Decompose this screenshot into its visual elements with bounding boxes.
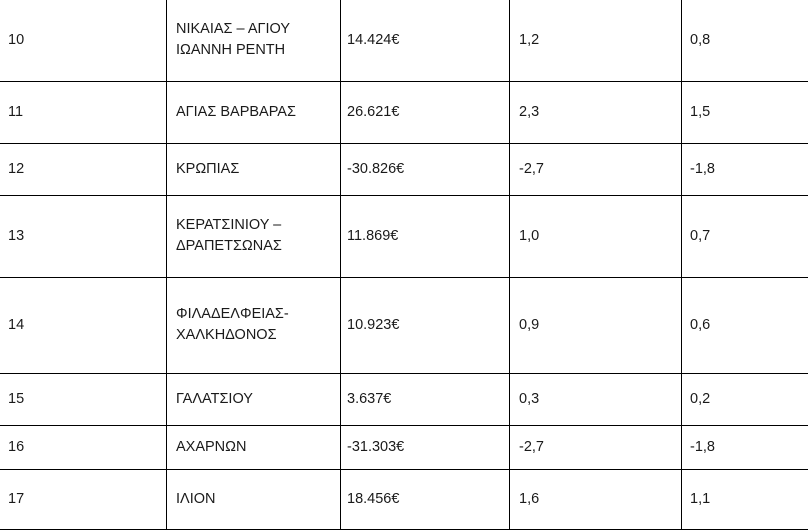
table-row: [0, 195, 808, 277]
municipality-name-line1: ΑΧΑΡΝΩΝ: [176, 437, 340, 458]
value-cell-a: 2,3: [510, 81, 682, 143]
municipality-name-line1: ΓΑΛΑΤΣΙΟΥ: [176, 389, 340, 410]
municipality-name: [167, 143, 341, 195]
municipality-name: [167, 195, 341, 277]
amount-cell: 26.621€: [341, 81, 510, 143]
row-number: 16: [0, 425, 167, 469]
municipality-name-line1: ΚΡΩΠΙΑΣ: [176, 159, 340, 180]
amount-cell: 3.637€: [341, 373, 510, 425]
table-row: [0, 277, 808, 373]
municipality-name: [167, 0, 341, 81]
municipality-name-line2: ΧΑΛΚΗΔΟΝΟΣ: [176, 325, 340, 346]
value-cell-b: 0,6: [682, 277, 808, 373]
municipality-name: [167, 277, 341, 373]
amount-cell: 10.923€: [341, 277, 510, 373]
municipality-name: [167, 373, 341, 425]
value-cell-a: 1,6: [510, 469, 682, 529]
amount-cell: 14.424€: [341, 0, 510, 81]
row-number: 15: [0, 373, 167, 425]
value-cell-b: 1,5: [682, 81, 808, 143]
table-row: [0, 0, 808, 81]
row-number: 10: [0, 0, 167, 81]
value-cell-b: -1,8: [682, 425, 808, 469]
table-row: [0, 469, 808, 529]
row-number: 11: [0, 81, 167, 143]
municipality-name-line1: ΑΓΙΑΣ ΒΑΡΒΑΡΑΣ: [176, 102, 340, 123]
table-row: [0, 373, 808, 425]
table-row: [0, 425, 808, 469]
municipality-name-line1: ΙΛΙΟΝ: [176, 489, 340, 510]
amount-cell: -30.826€: [341, 143, 510, 195]
value-cell-a: -2,7: [510, 425, 682, 469]
municipality-name-line1: ΝΙΚΑΙΑΣ – ΑΓΙΟΥ: [176, 19, 340, 40]
value-cell-a: 0,3: [510, 373, 682, 425]
municipality-name-line2: ΔΡΑΠΕΤΣΩΝΑΣ: [176, 236, 340, 257]
value-cell-a: -2,7: [510, 143, 682, 195]
municipality-name-line1: ΚΕΡΑΤΣΙΝΙΟΥ –: [176, 215, 340, 236]
value-cell-a: 1,2: [510, 0, 682, 81]
municipality-name: [167, 425, 341, 469]
table-row: [0, 143, 808, 195]
amount-cell: -31.303€: [341, 425, 510, 469]
value-cell-a: 0,9: [510, 277, 682, 373]
row-number: 17: [0, 469, 167, 529]
value-cell-a: 1,0: [510, 195, 682, 277]
municipality-name: [167, 469, 341, 529]
municipality-name: [167, 81, 341, 143]
amount-cell: 18.456€: [341, 469, 510, 529]
municipality-name-line1: ΦΙΛΑΔΕΛΦΕΙΑΣ-: [176, 304, 340, 325]
value-cell-b: 0,2: [682, 373, 808, 425]
value-cell-b: 0,7: [682, 195, 808, 277]
amount-cell: 11.869€: [341, 195, 510, 277]
value-cell-b: 0,8: [682, 0, 808, 81]
municipality-name-line2: ΙΩΑΝΝΗ ΡΕΝΤΗ: [176, 40, 340, 61]
row-number: 12: [0, 143, 167, 195]
row-number: 13: [0, 195, 167, 277]
row-number: 14: [0, 277, 167, 373]
value-cell-b: -1,8: [682, 143, 808, 195]
table-row: [0, 81, 808, 143]
value-cell-b: 1,1: [682, 469, 808, 529]
